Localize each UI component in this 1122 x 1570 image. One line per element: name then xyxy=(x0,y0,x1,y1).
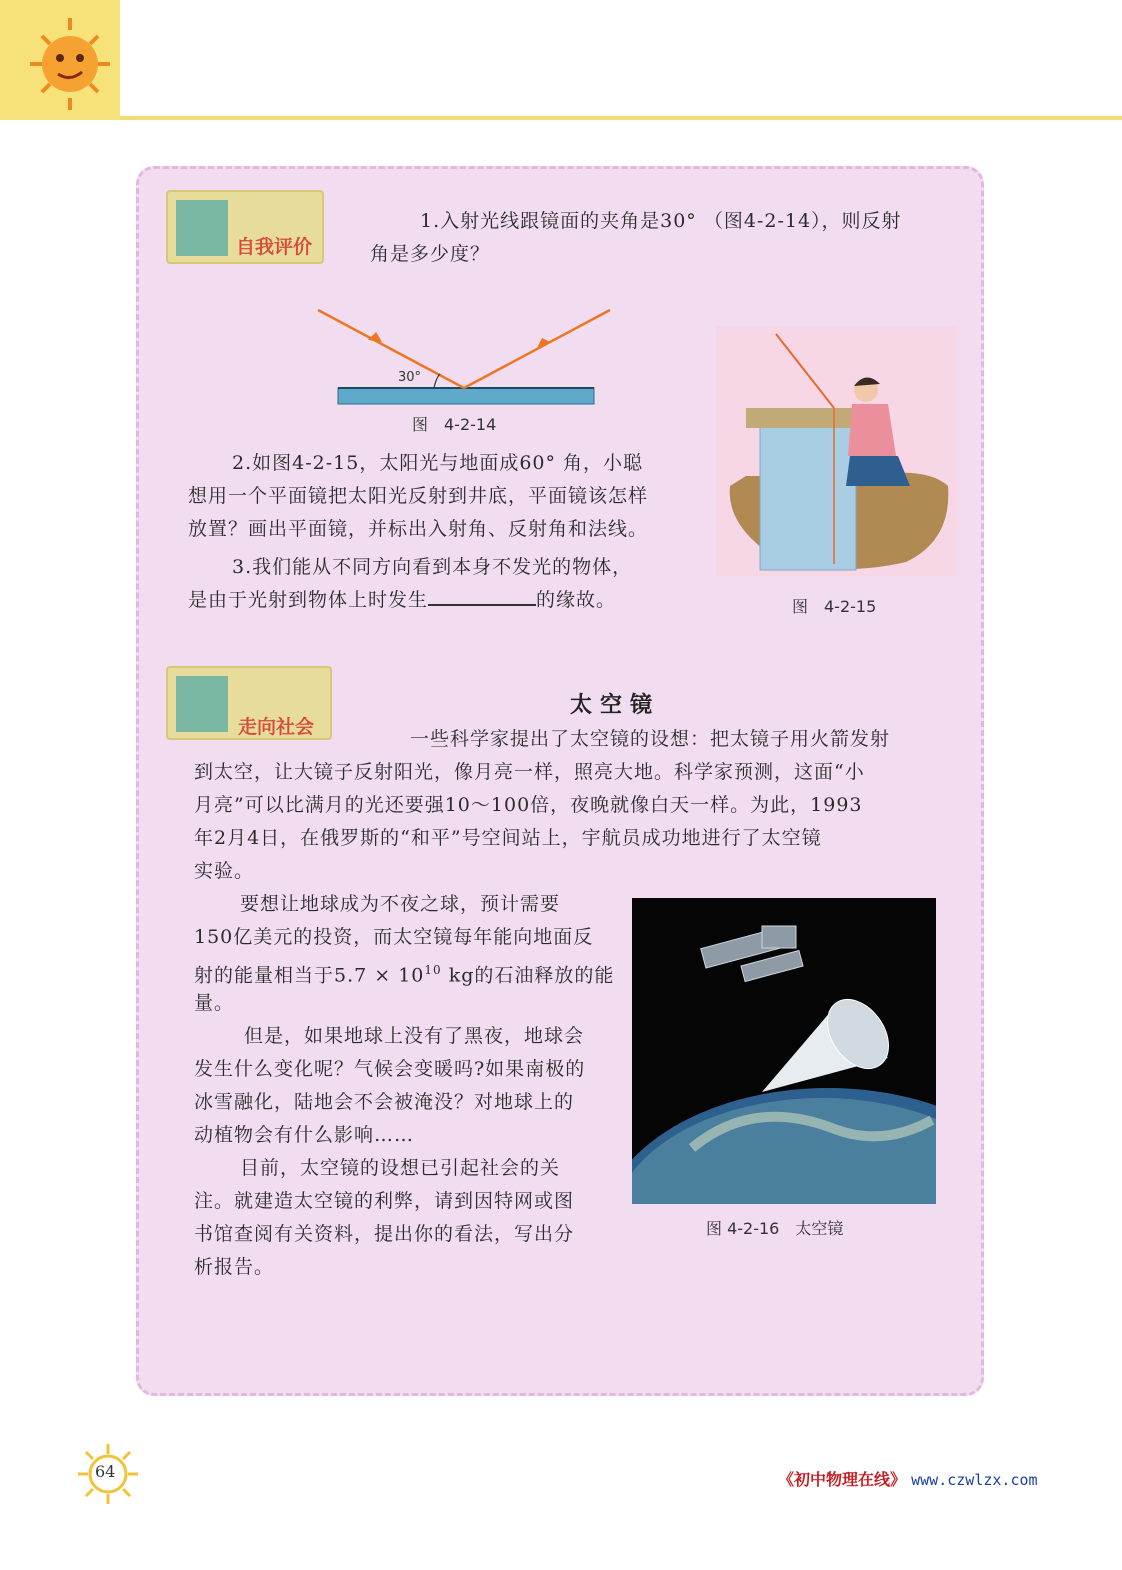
article-p4-line3: 书馆查阅有关资料，提出你的看法，写出分 xyxy=(194,1223,575,1245)
self-eval-label: 自我评价 xyxy=(236,236,313,258)
article-p1-line4: 年2月4日，在俄罗斯的“和平”号空间站上，宇航员成功地进行了太空镜 xyxy=(194,827,822,849)
article-p3-line3: 冰雪融化，陆地会不会被淹没？对地球上的 xyxy=(194,1091,575,1113)
footer-brand: 《初中物理在线》 xyxy=(778,1470,907,1489)
article-p1-line1: 一些科学家提出了太空镜的设想：把太镜子用火箭发射 xyxy=(410,728,891,750)
article-p1-line5: 实验。 xyxy=(194,860,255,882)
society-label: 走向社会 xyxy=(238,716,315,738)
footer xyxy=(778,1467,1038,1490)
sun-mascot-icon xyxy=(0,0,120,120)
article-title: 太空镜 xyxy=(570,693,661,718)
article-p2-line1: 要想让地球成为不夜之球，预计需要 xyxy=(240,893,561,915)
q3-text-a: 是由于光射到物体上时发生 xyxy=(188,589,429,611)
article-p3-line4: 动植物会有什么影响…… xyxy=(194,1124,415,1146)
figure-4-2-16 xyxy=(632,898,936,1204)
article-p1-line2: 到太空，让大镜子反射阳光，像月亮一样，照亮大地。科学家预测，这面“小 xyxy=(194,761,865,783)
q2-line1: 2.如图4-2-15，太阳光与地面成60° 角，小聪 xyxy=(232,452,644,474)
self-eval-badge xyxy=(166,190,324,264)
q3-line1: 3.我们能从不同方向看到本身不发光的物体， xyxy=(232,556,633,578)
fig15-caption: 图 4-2-15 xyxy=(792,597,877,616)
q2-line2: 想用一个平面镜把太阳光反射到井底，平面镜该怎样 xyxy=(188,485,649,507)
p2-exponent: 10 xyxy=(424,963,442,977)
q1-line2: 角是多少度？ xyxy=(370,243,491,265)
article-p2-line3 xyxy=(194,954,614,992)
p2-text-b: kg的石油释放的能 xyxy=(441,964,615,987)
page-number: 64 xyxy=(95,1462,116,1481)
article-p3-line1: 但是，如果地球上没有了黑夜，地球会 xyxy=(244,1025,585,1047)
q1-line1: 1.入射光线跟镜面的夹角是30° （图4-2-14），则反射 xyxy=(420,210,902,232)
article-p2-line2: 150亿美元的投资，而太空镜每年能向地面反 xyxy=(194,926,594,948)
pointing-hand-icon xyxy=(176,676,228,732)
fig14-caption: 图 4-2-14 xyxy=(412,415,497,434)
fig16-caption: 图 4-2-16 太空镜 xyxy=(706,1219,844,1238)
article-p4-line2: 注。就建造太空镜的利弊，请到因特网或图 xyxy=(194,1190,575,1212)
q3-line2 xyxy=(188,584,616,617)
article-p1-line3: 月亮”可以比满月的光还要强10～100倍，夜晚就像白天一样。为此，1993 xyxy=(194,794,863,816)
q3-text-b: 的缘故。 xyxy=(536,589,617,611)
fig14-angle-label: 30° xyxy=(398,370,422,385)
figure-4-2-15 xyxy=(716,326,958,576)
article-p3-line2: 发生什么变化呢？气候会变暖吗?如果南极的 xyxy=(194,1058,586,1080)
header-corner xyxy=(0,0,120,120)
figure-4-2-14 xyxy=(310,300,620,410)
header-rule xyxy=(120,116,1122,120)
article-p4-line1: 目前，太空镜的设想已引起社会的关 xyxy=(240,1157,561,1179)
q2-line3: 放置？画出平面镜，并标出入射角、反射角和法线。 xyxy=(188,518,649,540)
hand-gesture-icon xyxy=(176,200,228,256)
article-p4-line4: 析报告。 xyxy=(194,1256,275,1278)
article-p2-line4: 量。 xyxy=(194,992,235,1014)
p2-text-a: 射的能量相当于5.7 × 10 xyxy=(194,964,425,987)
footer-url[interactable]: www.czwlzx.com xyxy=(911,1471,1038,1489)
society-badge xyxy=(166,666,332,740)
answer-blank[interactable] xyxy=(428,584,536,606)
